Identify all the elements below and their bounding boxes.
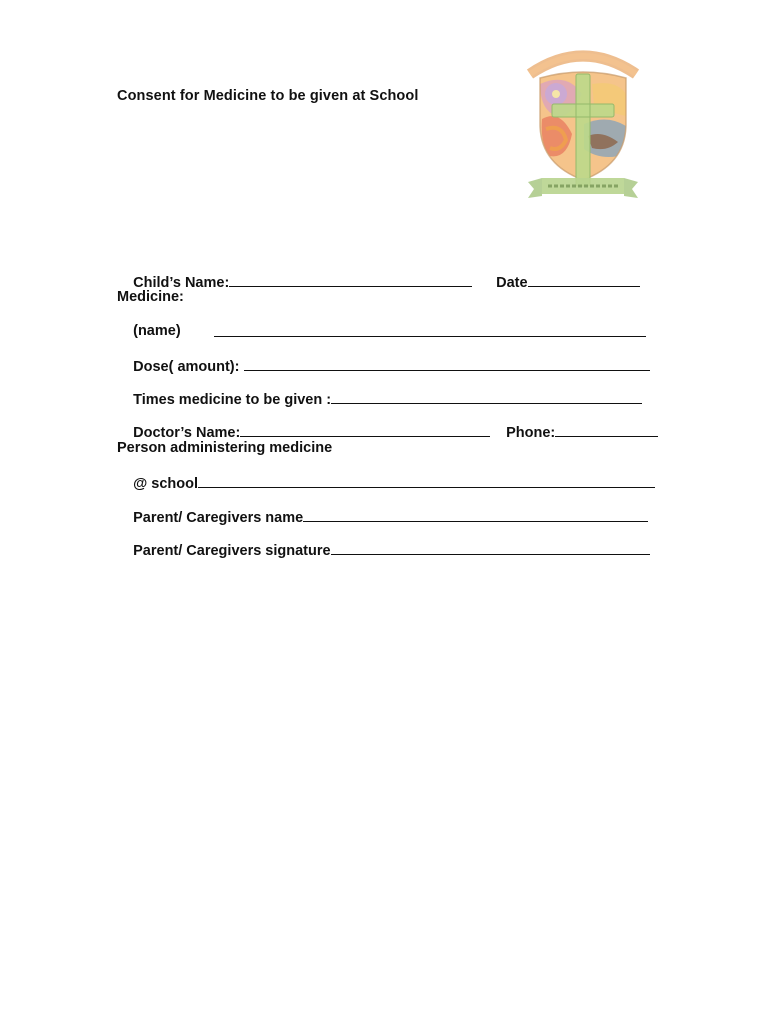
crest-icon bbox=[522, 44, 644, 202]
school-logo bbox=[522, 44, 644, 202]
parent-signature-line[interactable] bbox=[331, 541, 650, 555]
dose-line[interactable] bbox=[244, 357, 650, 371]
dose-label: Dose( amount): bbox=[133, 359, 240, 375]
parent-name-label: Parent/ Caregivers name bbox=[133, 510, 304, 526]
date-line[interactable] bbox=[528, 273, 640, 287]
medicine-label-line2: (name) bbox=[133, 323, 181, 339]
doctor-name-line[interactable] bbox=[240, 423, 490, 437]
person-label-line1: Person administering medicine bbox=[117, 440, 333, 456]
parent-signature-field bbox=[117, 524, 650, 577]
person-label-line2: @ school bbox=[133, 476, 199, 492]
parent-signature-label: Parent/ Caregivers signature bbox=[133, 543, 331, 559]
parent-name-line[interactable] bbox=[303, 508, 648, 522]
date-label: Date bbox=[496, 275, 528, 291]
medicine-label-line1: Medicine: bbox=[117, 289, 184, 305]
person-administering-line[interactable] bbox=[198, 474, 655, 488]
times-label: Times medicine to be given : bbox=[133, 392, 332, 408]
date-field bbox=[480, 256, 640, 309]
page-title: Consent for Medicine to be given at School bbox=[117, 88, 419, 104]
phone-field bbox=[490, 406, 658, 459]
phone-line[interactable] bbox=[555, 423, 658, 437]
times-line[interactable] bbox=[331, 390, 642, 404]
phone-label: Phone: bbox=[506, 425, 556, 441]
child-name-line[interactable] bbox=[229, 273, 472, 287]
medicine-name-line[interactable] bbox=[214, 323, 646, 337]
doctor-name-label: Doctor’s Name: bbox=[133, 425, 241, 441]
child-name-label: Child’s Name: bbox=[133, 275, 230, 291]
